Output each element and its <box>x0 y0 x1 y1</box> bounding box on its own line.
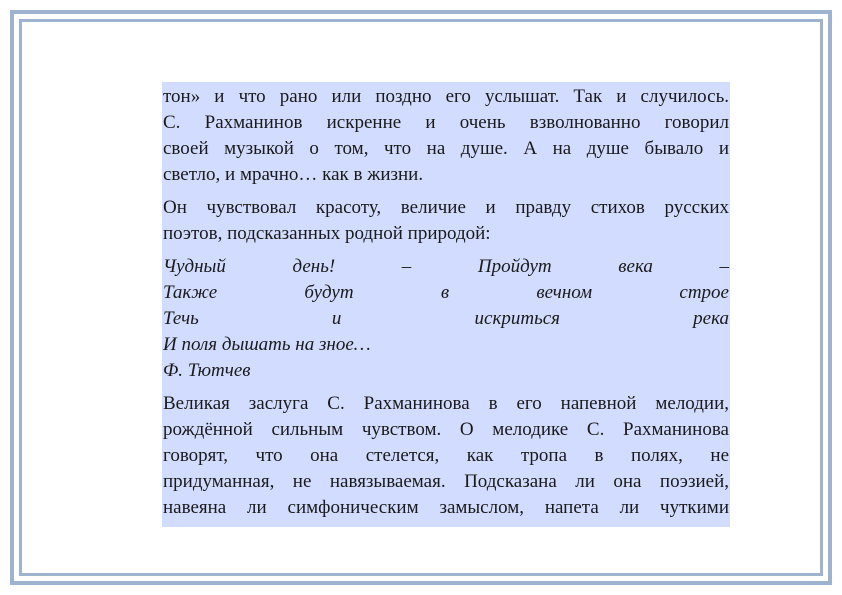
paragraph-2 <box>163 195 729 247</box>
paragraph-2-line: Он чувствовал красоту, величие и правду стихов русских <box>163 197 729 218</box>
text-box <box>162 82 730 527</box>
paragraph-3-line: навеяна ли симфоническим замыслом, напета ли чуткими <box>163 497 729 518</box>
paragraph-3 <box>163 391 729 521</box>
poem-line: И поля дышать на зное… <box>163 334 371 355</box>
poem-quote <box>163 254 729 384</box>
paragraph-3-line: рождённой сильным чувством. О мелодике С. Рахманинова <box>163 419 729 440</box>
poem-author: Ф. Тютчев <box>163 360 251 381</box>
paragraph-1 <box>163 84 729 188</box>
paragraph-2-line: поэтов, подсказанных родной природой: <box>163 223 491 244</box>
paragraph-3-line: придуманная, не навязываемая. Подсказана ли она поэзией, <box>163 471 729 492</box>
paragraph-1-line: тон» и что рано или поздно его услышат. Так и случилось. <box>163 86 729 107</box>
poem-line: Течь и искриться река <box>163 308 729 329</box>
paragraph-1-line: С. Рахманинов искренне и очень взволнованно говорил <box>163 112 729 133</box>
paragraph-1-line: своей музыкой о том, что на душе. А на душе бывало и <box>163 138 729 159</box>
paragraph-3-line: Великая заслуга С. Рахманинова в его напевной мелодии, <box>163 393 729 414</box>
poem-line: Также будут в вечном строе <box>163 282 729 303</box>
paragraph-1-line: светло, и мрачно… как в жизни. <box>163 164 424 185</box>
poem-line: Чудный день! – Пройдут века – <box>163 256 729 277</box>
paragraph-3-line: говорят, что она стелется, как тропа в полях, не <box>163 445 729 466</box>
